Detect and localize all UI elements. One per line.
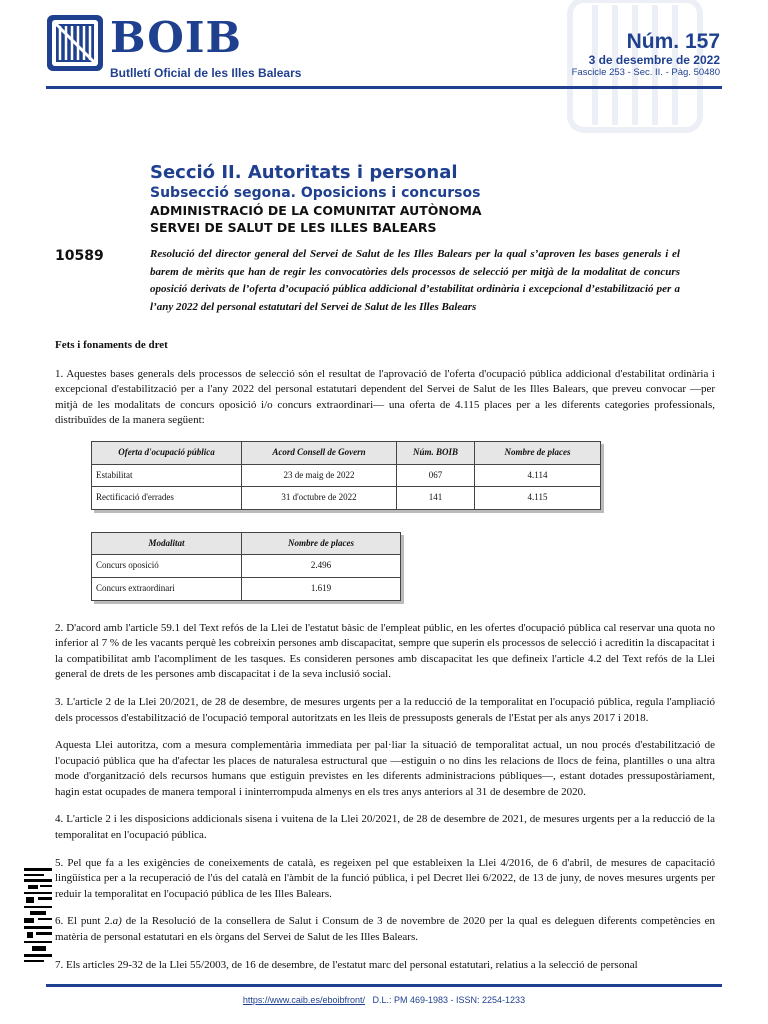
paragraph-5: 5. Pel que fa a les exigències de coneixements de català, es regeixen pel que estableixen la Llei 4/2016, de 6 d'abril, de mesures de capacitació lingüística per a la recuperació de l'ús del català en l'àmbit de la funció pública, i pel Decret llei 6/2022, de 13 de juny, de noves mesures urgents per reduir la temporalitat en l'ocupació pública de les Illes Balears. xyxy=(55,856,715,900)
paragraph-7: 7. Els articles 29-32 de la Llei 55/2003, de 16 de desembre, de l'estatut marc del personal estatutari, relatius a la selecció de personal xyxy=(55,958,638,971)
page-footer xyxy=(0,995,768,1005)
table-header-cell: Nombre de places xyxy=(242,532,401,555)
paragraph-2: 2. D'acord amb l'article 59.1 del Text refós de la Llei de l'estatut bàsic de l'empleat públic, en les ofertes d'ocupació pública cal reservar una quota no inferior al 7 % de les vacants perquè les cobreixin persones amb discapacitat, sempre que superin els processos de selecció i acreditin la discapacitat i la compatibilitat amb l'acompliment de les tasques. Es consideren persones amb discapacitat les que defineix l'article 4.2 del Text refós de la Llei general de drets de les persones amb discapacitat i de la seva inclusió social. xyxy=(55,621,715,681)
modality-table xyxy=(91,532,401,601)
table-cell: Concurs oposició xyxy=(92,555,242,578)
table-cell: 1.619 xyxy=(242,577,401,600)
document-number: 10589 xyxy=(55,248,104,264)
header-divider xyxy=(46,86,722,89)
table-cell: 4.115 xyxy=(475,487,601,510)
service-name: SERVEI DE SALUT DE LES ILLES BALEARS xyxy=(150,220,437,235)
paragraph-3b: Aquesta Llei autoritza, com a mesura complementària immediata per pal·liar la situació de temporalitat actual, un nou procés d'estabilització de l'ocupació pública que ha d'afectar les places de naturalesa estructural que —estiguin o no dins les relacions de llocs de feina, plantilles o una altra mode d'organització dels recursos humans que estiguin previstes en les diferents administracions públiques—, estant dotades pressupostàriament, hagin estat ocupades de manera temporal i ininterrompuda almenys en els tres anys anteriors al 31 de desembre de 2020. xyxy=(55,739,715,798)
table-header-row xyxy=(92,441,601,464)
legal-deposit-info: D.L.: PM 469-1983 - ISSN: 2254-1233 xyxy=(372,995,526,1005)
section-title: Secció II. Autoritats i personal xyxy=(150,162,458,183)
table-cell: Concurs extraordinari xyxy=(92,577,242,600)
table-header-cell: Núm. BOIB xyxy=(397,441,475,464)
table-header-cell: Oferta d'ocupació pública xyxy=(92,441,242,464)
paragraph-6-end: de la Resolució de la consellera de Salut i Consum de 3 de novembre de 2020 per la qual es deleguen diferents competències en matèria de personal estatutari en els òrgans del Servei de Salut de les Illes Balears. xyxy=(55,915,715,944)
offer-table xyxy=(91,441,601,510)
footer-divider xyxy=(46,984,722,987)
table-cell: Estabilitat xyxy=(92,464,242,487)
paragraph-4: 4. L'article 2 i les disposicions addicionals sisena i vuitena de la Llei 20/2021, de 28 de desembre de 2021, de mesures urgents per a la reducció de la temporalitat en l'ocupació pública. xyxy=(55,813,715,842)
table-header-cell: Nombre de places xyxy=(475,441,601,464)
table-cell: 31 d'octubre de 2022 xyxy=(242,487,397,510)
paragraph-3: 3. L'article 2 de la Llei 20/2021, de 28 de desembre, de mesures urgents per a la reducció de la temporalitat en l'ocupació pública, regula l'ampliació dels processos d'estabilització de l'ocupació temporal autoritzats en les lleis de pressuposts generals de l'Estat per als anys 2017 i 2018. xyxy=(55,695,715,724)
document-body xyxy=(55,338,715,985)
table-row xyxy=(92,577,401,600)
boib-website-link[interactable]: https://www.caib.es/eboibfront/ xyxy=(242,995,365,1005)
table-cell: 2.496 xyxy=(242,555,401,578)
balearic-crest-icon xyxy=(46,14,104,72)
table-row xyxy=(92,487,601,510)
table-header-cell: Acord Consell de Govern xyxy=(242,441,397,464)
issue-date: 3 de desembre de 2022 xyxy=(588,53,720,67)
subsection-title: Subsecció segona. Oposicions i concursos xyxy=(150,185,481,201)
paragraph-6-start: 6. El punt 2. xyxy=(55,915,113,928)
table-cell: 23 de maig de 2022 xyxy=(242,464,397,487)
table-row xyxy=(92,555,401,578)
body-heading: Fets i fonaments de dret xyxy=(55,339,168,351)
paragraph-6 xyxy=(55,914,715,945)
table-row xyxy=(92,464,601,487)
table-header-row xyxy=(92,532,401,555)
verification-code-icon xyxy=(24,868,52,964)
resolution-title: Resolució del director general del Servei de Salut de les Illes Balears per la qual s’aproven les bases generals i el barem de mèrits que han de regir les convocatòries dels processos de selecció per mitjà de la modalitat de concurs oposició derivats de l’oferta d’ocupació pública addicional d’estabilitat ordinària i excepcional d’estabilització per a l’any 2022 del personal estatutari del Servei de Salut de les Illes Balears xyxy=(150,248,680,313)
section-heading xyxy=(150,162,482,236)
table-cell: 141 xyxy=(397,487,475,510)
issue-number: Núm. 157 xyxy=(626,30,720,53)
table-cell: 067 xyxy=(397,464,475,487)
paragraph-1: 1. Aquestes bases generals dels processos de selecció són el resultat de l'aprovació de l'oferta d'ocupació pública addicional d'estabilitat ordinària i excepcional d'estabilització per a l'any 2022 del personal estatutari dependent del Servei de Salut de les Illes Balears, que preveu convocar —per mitjà de les modalitats de concurs oposició i/o concurs extraordinari— una oferta de 4.115 places per a les diferents categories professionals, distribuïdes de la manera següent: xyxy=(55,367,715,427)
paragraph-6-italic: a) xyxy=(112,915,122,928)
brand-logo-text: BOIB xyxy=(110,13,243,62)
fascicle-info: Fascicle 253 - Sec. II. - Pàg. 50480 xyxy=(571,67,720,78)
administration-name: ADMINISTRACIÓ DE LA COMUNITAT AUTÒNOMA xyxy=(150,203,482,218)
page-header xyxy=(0,0,768,90)
table-cell: 4.114 xyxy=(475,464,601,487)
brand-subtitle: Butlletí Oficial de les Illes Balears xyxy=(110,66,302,80)
table-header-cell: Modalitat xyxy=(92,532,242,555)
table-cell: Rectificació d'errades xyxy=(92,487,242,510)
